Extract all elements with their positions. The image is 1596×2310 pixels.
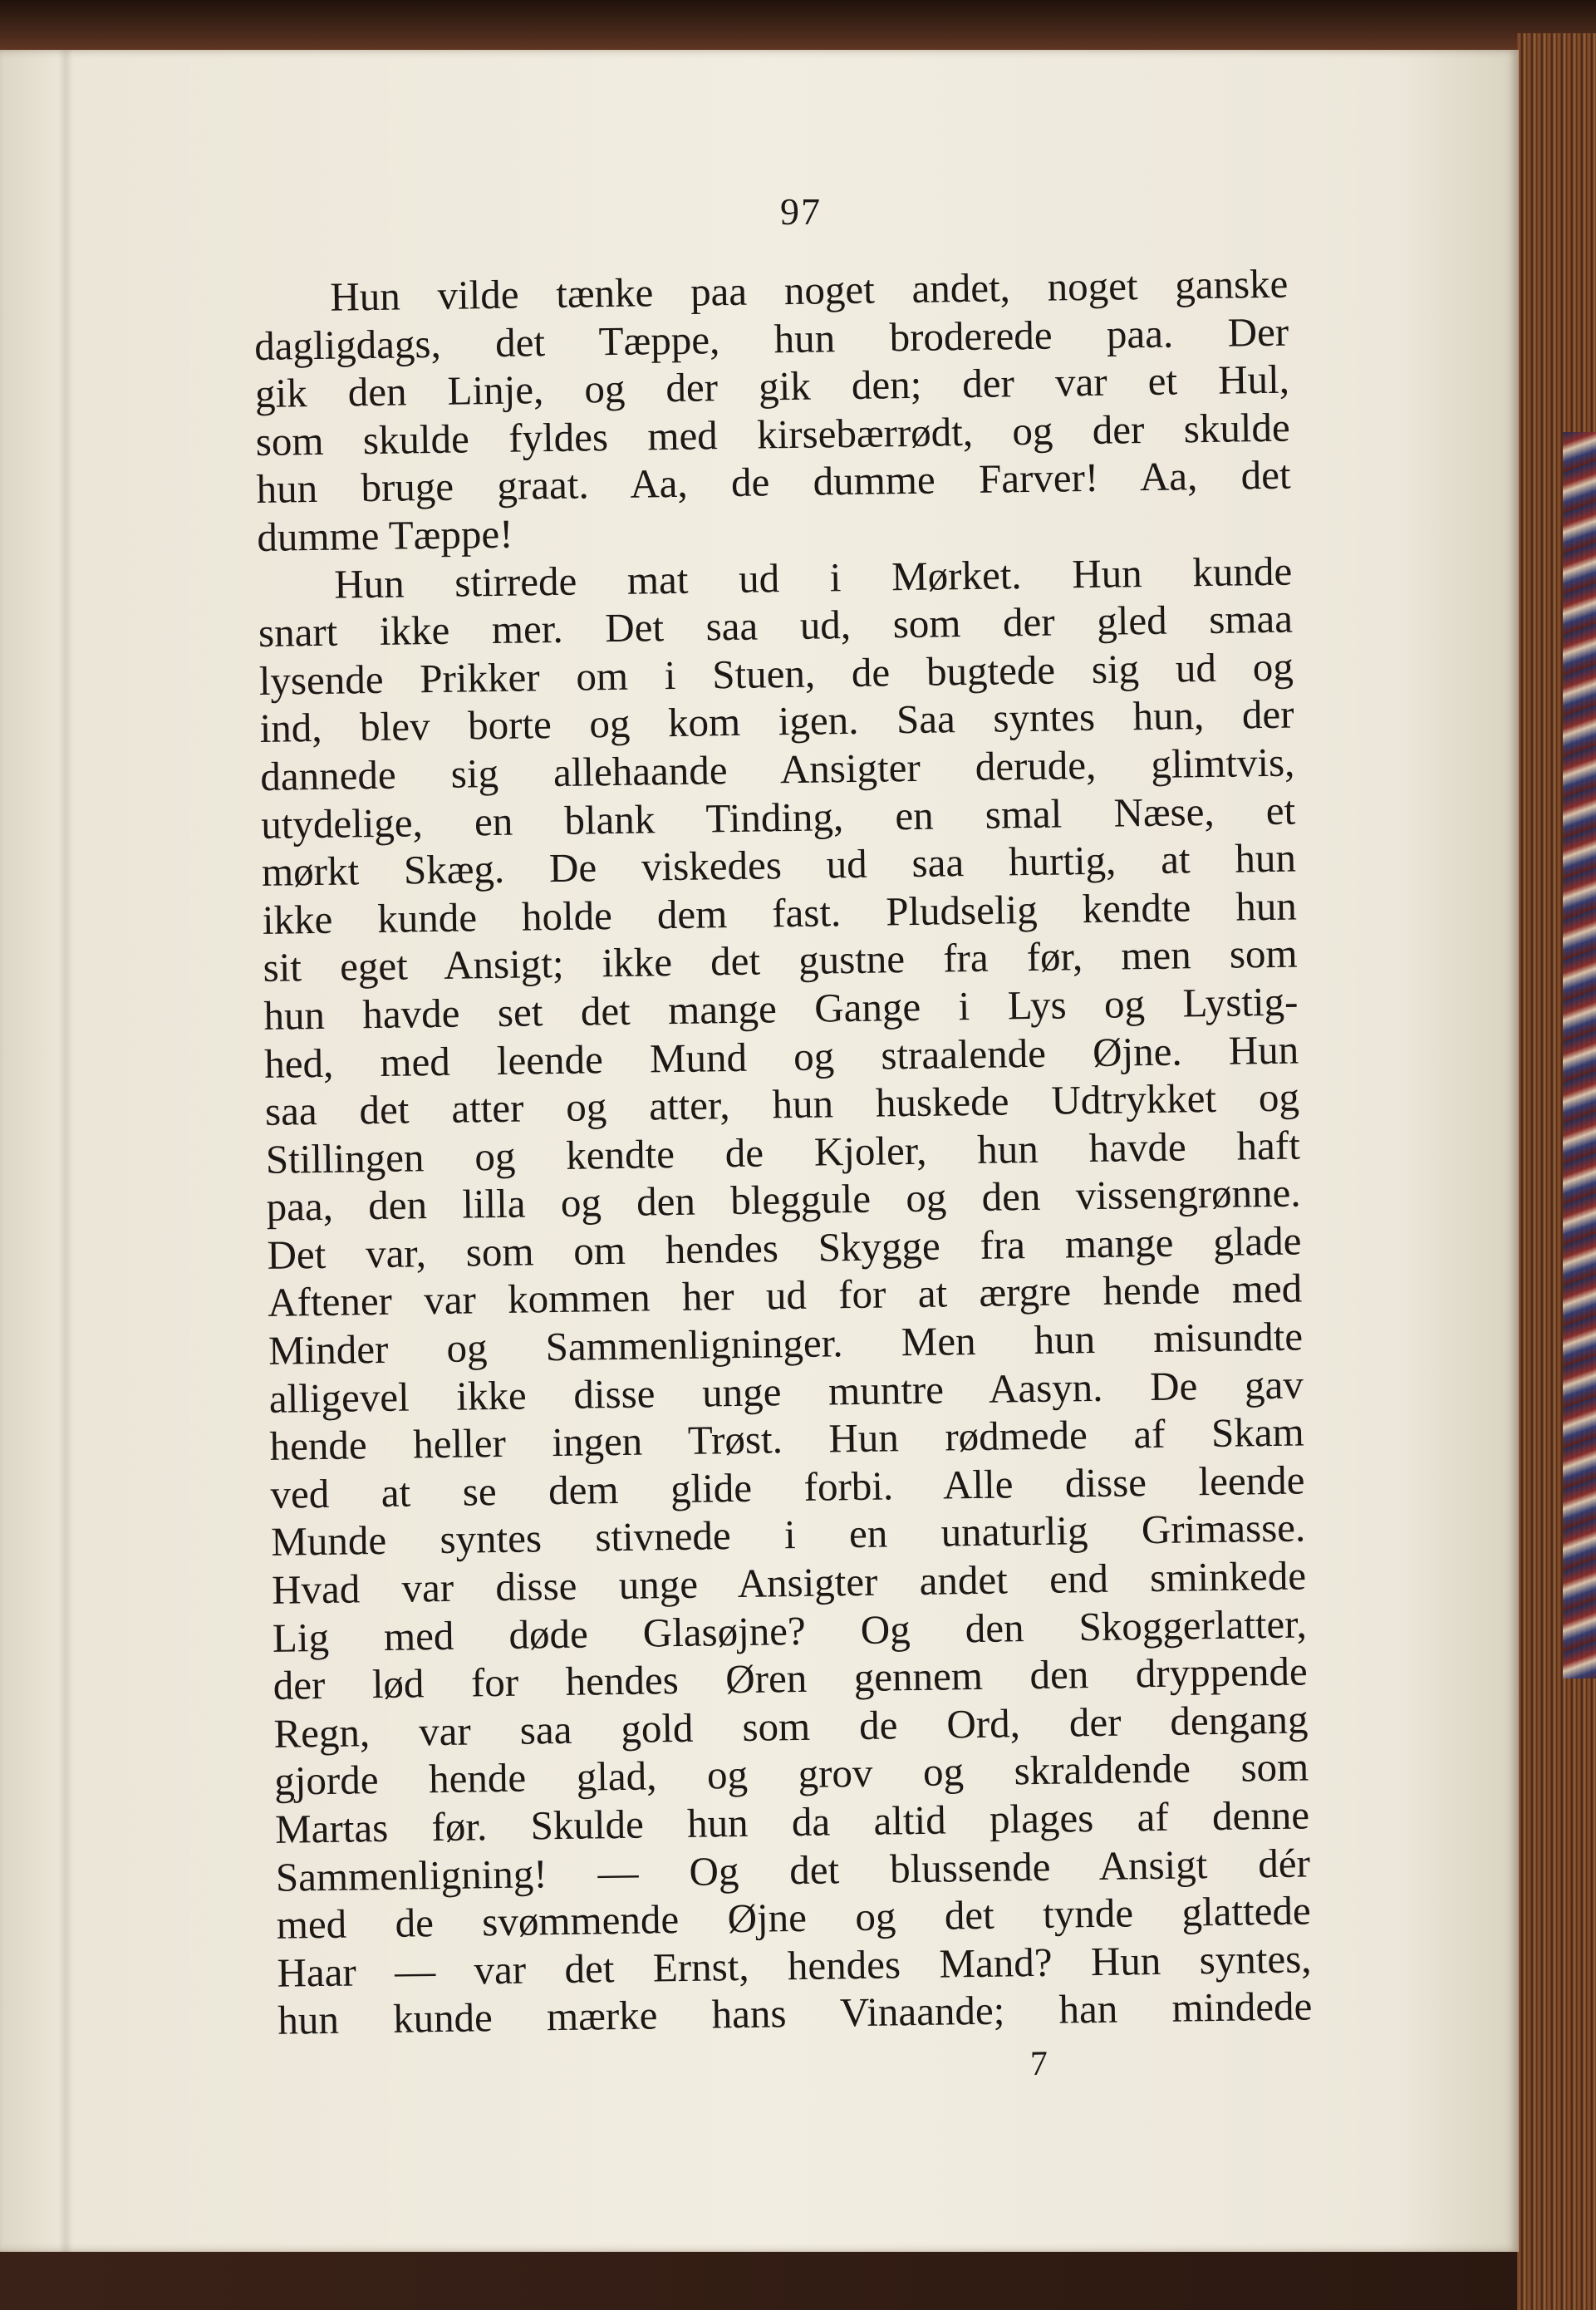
text-line: mørkt Skæg. De viskedes ud saa hurtig, at hun <box>261 834 1297 896</box>
text-line: alligevel ikke disse unge muntre Aasyn. De gav <box>268 1361 1304 1422</box>
page-gutter <box>58 50 73 2252</box>
text-line: sit eget Ansigt; ikke det gustne fra før, men som <box>263 930 1298 991</box>
text-line: saa det atter og atter, hun huskede Udtrykket og <box>264 1074 1300 1134</box>
text-line: Hun stirrede mat ud i Mørket. Hun kunde <box>333 548 1293 607</box>
text-line: utydelige, en blank Tinding, en smal Næse, et <box>260 787 1296 848</box>
signature-mark: 7 <box>1029 2044 1048 2084</box>
text-line: ved at se dem glide forbi. Alle disse leende <box>270 1457 1305 1517</box>
text-line: Det var, som om hendes Skygge fra mange glade <box>267 1217 1302 1278</box>
text-line: paa, den lilla og den bleggule og den vissengrønne. <box>266 1169 1301 1231</box>
text-line: Munde syntes stivnede i en unaturlig Grimasse. <box>270 1504 1306 1565</box>
text-line: snart ikke mer. Det saa ud, som der gled smaa <box>258 595 1294 656</box>
text-line: hende heller ingen Trøst. Hun rødmede af Skam <box>269 1408 1304 1470</box>
text-line: Lig med døde Glasøjne? Og den Skoggerlatter, <box>272 1600 1308 1661</box>
text-line: ikke kunde holde dem fast. Pludselig kendte hun <box>262 882 1298 943</box>
marbled-endpaper <box>1563 432 1596 1678</box>
text-line: Hun vilde tænke paa noget andet, noget ganske <box>330 260 1289 320</box>
text-line: Martas før. Skulde hun da altid plages af denne <box>274 1791 1310 1852</box>
body-text <box>253 260 1313 2045</box>
text-line: Stillingen og kendte de Kjoler, hun havde haft <box>265 1122 1301 1182</box>
text-line: Hvad var disse unge Ansigter andet end sminkede <box>271 1552 1307 1613</box>
page-number: 97 <box>780 190 822 233</box>
text-line: Sammenligning! — Og det blussende Ansigt dér <box>275 1840 1311 1900</box>
text-line: som skulde fyldes med kirsebærrødt, og der skulde <box>255 404 1291 464</box>
text-line: der lød for hendes Øren gennem den dryppende <box>273 1648 1308 1709</box>
text-line: gjorde hende glad, og grov og skraldende som <box>273 1743 1309 1805</box>
text-line: Minder og Sammenligninger. Men hun misundte <box>268 1313 1304 1374</box>
text-line: hun kunde mærke hans Vinaande; han mindede <box>277 1983 1313 2044</box>
text-line: dumme Tæppe! <box>257 510 513 560</box>
text-line: Aftener var kommen her ud for at ærgre hende med <box>267 1265 1303 1326</box>
text-line: hun havde set det mange Gange i Lys og Lystig- <box>263 978 1299 1039</box>
text-line: med de svømmende Øjne og det tynde glattede <box>276 1887 1312 1948</box>
text-line: Haar — var det Ernst, hendes Mand? Hun syntes, <box>277 1935 1312 1996</box>
text-line: hed, med leende Mund og straalende Øjne. Hun <box>263 1026 1299 1087</box>
text-line: Regn, var saa gold som de Ord, der dengang <box>273 1696 1309 1757</box>
text-line: dagligdags, det Tæppe, hun broderede paa. Der <box>253 308 1289 369</box>
text-line: lysende Prikker om i Stuen, de bugtede sig ud og <box>258 643 1294 704</box>
text-line: gik den Linje, og der gik den; der var et Hul, <box>254 356 1290 417</box>
text-line: hun bruge graat. Aa, de dumme Farver! Aa, det <box>256 451 1291 513</box>
text-line: ind, blev borte og kom igen. Saa syntes hun, der <box>259 691 1294 752</box>
text-line: dannede sig allehaande Ansigter derude, glimtvis, <box>260 739 1295 799</box>
